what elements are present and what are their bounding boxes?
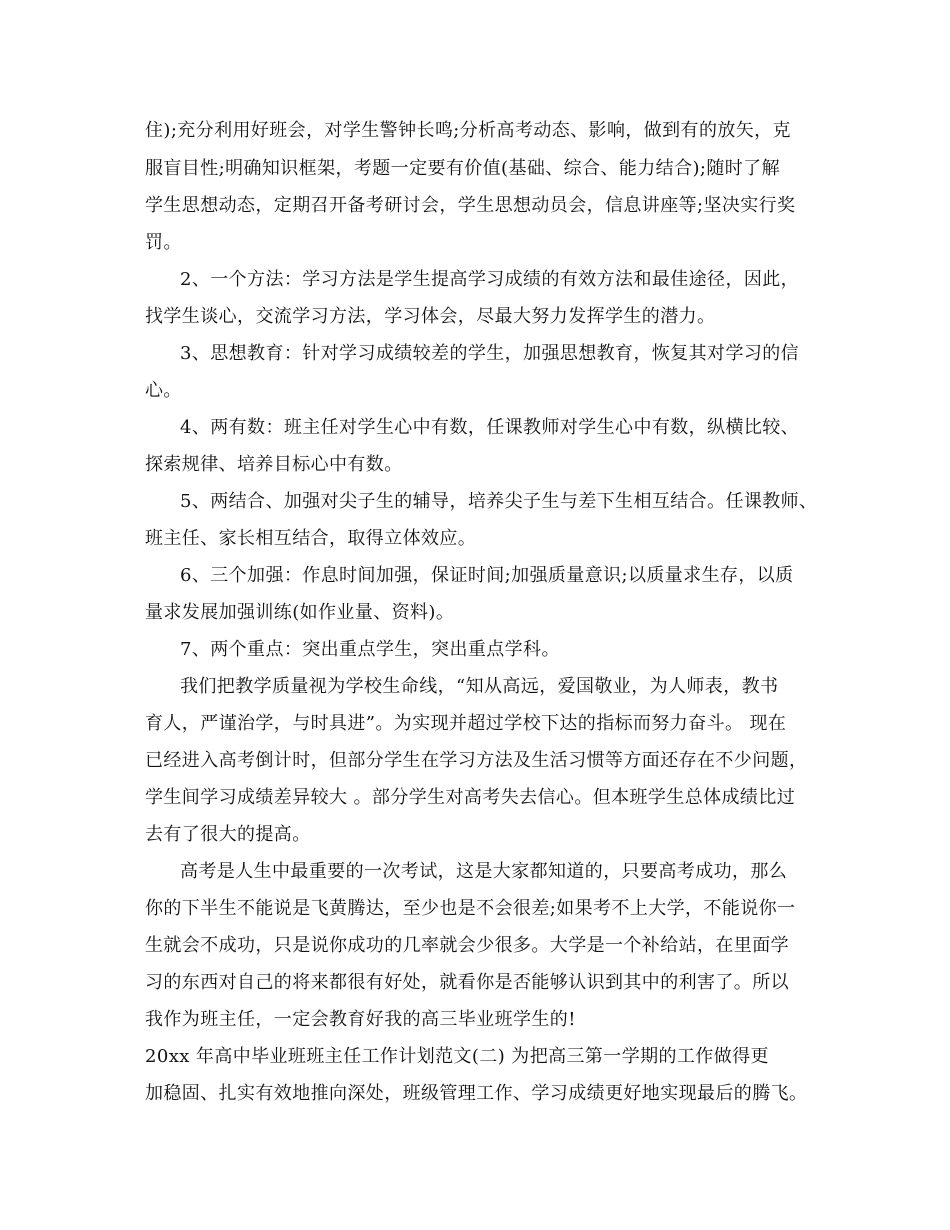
text-line: 2、一个方法：学习方法是学生提高学习成绩的有效方法和最佳途径，因此， (180, 269, 800, 290)
text-line: 习的东西对自己的将来都很有好处，就看你是否能够认识到其中的利害了。所以 (145, 972, 789, 993)
text-line: 5、两结合、加强对尖子生的辅导，培养尖子生与差下生相互结合。任课教师、 (180, 491, 818, 512)
text-line: 找学生谈心，交流学习方法，学习体会，尽最大努力发挥学生的潜力。 (145, 306, 716, 327)
text-line: 罚。 (145, 232, 182, 253)
text-line: 住);充分利用好班会，对学生警钟长鸣;分析高考动态、影响，做到有的放矢，克 (145, 120, 791, 141)
text-line: 学生思想动态，定期召开备考研讨会，学生思想动员会，信息讲座等;坚决实行奖 (145, 195, 796, 216)
text-line: 7、两个重点：突出重点学生，突出重点学科。 (180, 639, 560, 660)
text-line: 加稳固、扎实有效地推向深处，班级管理工作、学习成绩更好地实现最后的腾飞。 (145, 1083, 808, 1104)
section-heading-line: 20xx 年高中毕业班班主任工作计划范文(二) 为把高三第一学期的工作做得更 (145, 1046, 769, 1067)
text-line: 班主任、家长相互结合，取得立体效应。 (145, 528, 477, 549)
text-line: 学生间学习成绩差异较大 。部分学生对高考失去信心。但本班学生总体成绩比过 (145, 787, 796, 808)
text-line: 去有了很大的提高。 (145, 824, 311, 845)
text-line: 心。 (145, 380, 182, 401)
text-line: 已经进入高考倒计时，但部分学生在学习方法及生活习惯等方面还存在不少问题， (145, 750, 808, 771)
text-line: 生就会不成功，只是说你成功的几率就会少很多。大学是一个补给站，在里面学 (145, 935, 789, 956)
text-line: 我们把教学质量视为学校生命线，“知从高远，爱国敬业，为人师表，教书 (180, 676, 779, 697)
text-line: 服盲目性;明确知识框架，考题一定要有价值(基础、综合、能力结合);随时了解 (145, 158, 780, 179)
text-line: 量求发展加强训练(如作业量、资料)。 (145, 602, 455, 623)
text-line: 你的下半生不能说是飞黄腾达，至少也是不会很差;如果考不上大学，不能说你一 (145, 898, 796, 919)
text-line: 探索规律、培养目标心中有数。 (145, 454, 403, 475)
text-line: 我作为班主任，一定会教育好我的高三毕业班学生的! (145, 1009, 576, 1030)
text-line: 6、三个加强：作息时间加强，保证时间;加强质量意识;以质量求生存，以质 (180, 565, 794, 586)
text-line: 4、两有数：班主任对学生心中有数，任课教师对学生心中有数，纵横比较、 (180, 417, 800, 438)
text-line: 育人，严谨治学，与时具进”。为实现并超过学校下达的指标而努力奋斗。 现在 (145, 713, 787, 734)
text-line: 3、思想教育：针对学习成绩较差的学生，加强思想教育，恢复其对学习的信 (180, 343, 800, 364)
text-line: 高考是人生中最重要的一次考试，这是大家都知道的，只要高考成功，那么 (180, 861, 788, 882)
